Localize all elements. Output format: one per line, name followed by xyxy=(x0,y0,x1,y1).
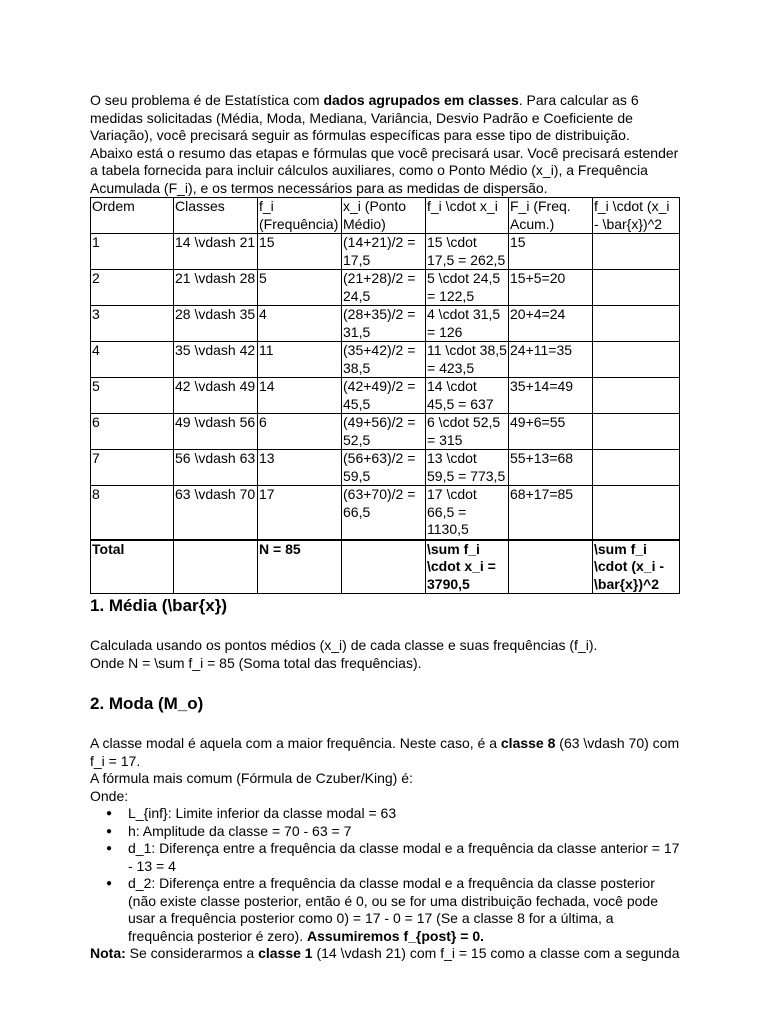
list-item: ● d_1: Diferença entre a frequência da classe modal e a frequência da classe anterior = 17 - 13 = 4 xyxy=(128,840,680,875)
table-cell: 68+17=85 xyxy=(509,486,593,540)
table-cell: 35+14=49 xyxy=(509,378,593,414)
table-cell: 15 xyxy=(509,234,593,270)
document-page xyxy=(90,92,680,963)
header-cell: f_i \cdot (x_i - \bar{x})^2 xyxy=(593,198,680,234)
section-2-paragraph-3: Onde: xyxy=(90,787,129,804)
table-cell: 8 xyxy=(91,486,174,540)
table-row xyxy=(91,270,680,306)
table-cell xyxy=(593,414,680,450)
header-cell: F_i (Freq. Acum.) xyxy=(509,198,593,234)
table-cell: (21+28)/2 = 24,5 xyxy=(342,270,426,306)
total-cell xyxy=(342,540,426,594)
intro-paragraph-2: Abaixo está o resumo das etapas e fórmulas que você precisará usar. Você precisará estender a tabela fornecida para incluir cálculos auxiliares, como o Ponto Médio (x_i), a Frequência Acumulada (F_i), e os termos necessários para as medidas de dispersão. xyxy=(90,144,679,196)
table-cell: 4 xyxy=(258,306,342,342)
table-cell: 6 \cdot 52,5 = 315 xyxy=(426,414,509,450)
table-cell: 3 xyxy=(91,306,174,342)
table-cell: 21 \vdash 28 xyxy=(174,270,258,306)
mode-variables-list xyxy=(90,805,680,945)
total-cell: \sum f_i \cdot (x_i - \bar{x})^2 xyxy=(593,540,680,594)
frequency-table xyxy=(90,197,680,594)
nota-paragraph: Nota: Se considerarmos a classe 1 (14 \vdash 21) com f_i = 15 como a classe com a segunda xyxy=(90,945,680,961)
list-item: ● h: Amplitude da classe = 70 - 63 = 7 xyxy=(128,823,680,841)
table-header-row xyxy=(91,198,680,234)
table-cell: (49+56)/2 = 52,5 xyxy=(342,414,426,450)
table-cell xyxy=(593,378,680,414)
table-cell: (56+63)/2 = 59,5 xyxy=(342,450,426,486)
table-cell: 14 \vdash 21 xyxy=(174,234,258,270)
table-cell: 49+6=55 xyxy=(509,414,593,450)
table-cell: 15 xyxy=(258,234,342,270)
table-cell xyxy=(593,486,680,540)
table-cell xyxy=(593,342,680,378)
list-item: ● L_{inf}: Limite inferior da classe modal = 63 xyxy=(128,805,680,823)
table-cell: 17 \cdot 66,5 = 1130,5 xyxy=(426,486,509,540)
table-cell xyxy=(593,450,680,486)
table-cell xyxy=(593,234,680,270)
table-cell: 20+4=24 xyxy=(509,306,593,342)
table-cell xyxy=(593,270,680,306)
table-cell: 15+5=20 xyxy=(509,270,593,306)
table-cell: 13 xyxy=(258,450,342,486)
table-cell: 49 \vdash 56 xyxy=(174,414,258,450)
table-cell: 56 \vdash 63 xyxy=(174,450,258,486)
total-cell: N = 85 xyxy=(258,540,342,594)
header-cell: Ordem xyxy=(91,198,174,234)
table-cell: 6 xyxy=(91,414,174,450)
table-cell: 6 xyxy=(258,414,342,450)
section-1-line-1: Calculada usando os pontos médios (x_i) de cada classe e suas frequências (f_i). xyxy=(90,637,598,653)
table-cell: 4 \cdot 31,5 = 126 xyxy=(426,306,509,342)
header-cell: Classes xyxy=(174,198,258,234)
total-cell: \sum f_i \cdot x_i = 3790,5 xyxy=(426,540,509,594)
table-cell: (14+21)/2 = 17,5 xyxy=(342,234,426,270)
table-row xyxy=(91,342,680,378)
table-cell: 63 \vdash 70 xyxy=(174,486,258,540)
table-cell: 4 xyxy=(91,342,174,378)
table-cell xyxy=(593,306,680,342)
intro-paragraph-1: O seu problema é de Estatística com dados agrupados em classes. Para calcular as 6 medidas solicitadas (Média, Moda, Mediana, Variância, Desvio Padrão e Coeficiente de Variação), você precisará seguir as fórmulas específicas para esse tipo de distribuição. xyxy=(90,92,639,143)
total-cell xyxy=(509,540,593,594)
table-cell: 35 \vdash 42 xyxy=(174,342,258,378)
total-cell xyxy=(174,540,258,594)
table-row xyxy=(91,234,680,270)
table-cell: 17 xyxy=(258,486,342,540)
total-cell: Total xyxy=(91,540,174,594)
table-cell: 7 xyxy=(91,450,174,486)
header-cell: x_i (Ponto Médio) xyxy=(342,198,426,234)
section-1-heading: 1. Média (\bar{x}) xyxy=(90,596,227,615)
header-cell: f_i (Frequência) xyxy=(258,198,342,234)
table-cell: (35+42)/2 = 38,5 xyxy=(342,342,426,378)
table-cell: 15 \cdot 17,5 = 262,5 xyxy=(426,234,509,270)
table-cell: 42 \vdash 49 xyxy=(174,378,258,414)
header-cell: f_i \cdot x_i xyxy=(426,198,509,234)
table-cell: 11 xyxy=(258,342,342,378)
table-cell: (42+49)/2 = 45,5 xyxy=(342,378,426,414)
table-cell: 13 \cdot 59,5 = 773,5 xyxy=(426,450,509,486)
table-row xyxy=(91,378,680,414)
table-cell: 5 \cdot 24,5 = 122,5 xyxy=(426,270,509,306)
section-1-line-2: Onde N = \sum f_i = 85 (Soma total das frequências). xyxy=(90,654,422,671)
table-cell: 14 \cdot 45,5 = 637 xyxy=(426,378,509,414)
table-cell: (28+35)/2 = 31,5 xyxy=(342,306,426,342)
table-cell: 1 xyxy=(91,234,174,270)
table-total-row xyxy=(91,540,680,594)
section-2-paragraph-2: A fórmula mais comum (Fórmula de Czuber/King) é: xyxy=(90,770,413,786)
table-cell: 2 xyxy=(91,270,174,306)
intro-bold-text: dados agrupados em classes xyxy=(323,92,519,108)
table-cell: (63+70)/2 = 66,5 xyxy=(342,486,426,540)
table-row xyxy=(91,306,680,342)
table-cell: 14 xyxy=(258,378,342,414)
table-cell: 55+13=68 xyxy=(509,450,593,486)
table-cell: 5 xyxy=(258,270,342,306)
table-cell: 24+11=35 xyxy=(509,342,593,378)
table-cell: 11 \cdot 38,5 = 423,5 xyxy=(427,342,507,376)
section-2-paragraph-1: A classe modal é aquela com a maior frequência. Neste caso, é a classe 8 (63 \vdash 70) com f_i = 17. xyxy=(90,735,680,769)
table-row xyxy=(91,450,680,486)
table-cell: 28 \vdash 35 xyxy=(174,306,258,342)
section-2-heading: 2. Moda (M_o) xyxy=(90,694,204,713)
list-item: ● d_2: Diferença entre a frequência da classe modal e a frequência da classe posterior (não existe classe posterior, então é 0, ou se for uma distribuição fechada, você pode usar a frequência posterior como 0) = 17 - 0 = 17 (Se a classe 8 for a última, a frequência posterior é zero). Assumiremos f_{post} = 0. xyxy=(128,875,680,945)
table-cell: 5 xyxy=(91,378,174,414)
table-row xyxy=(91,486,680,540)
table-row xyxy=(91,414,680,450)
